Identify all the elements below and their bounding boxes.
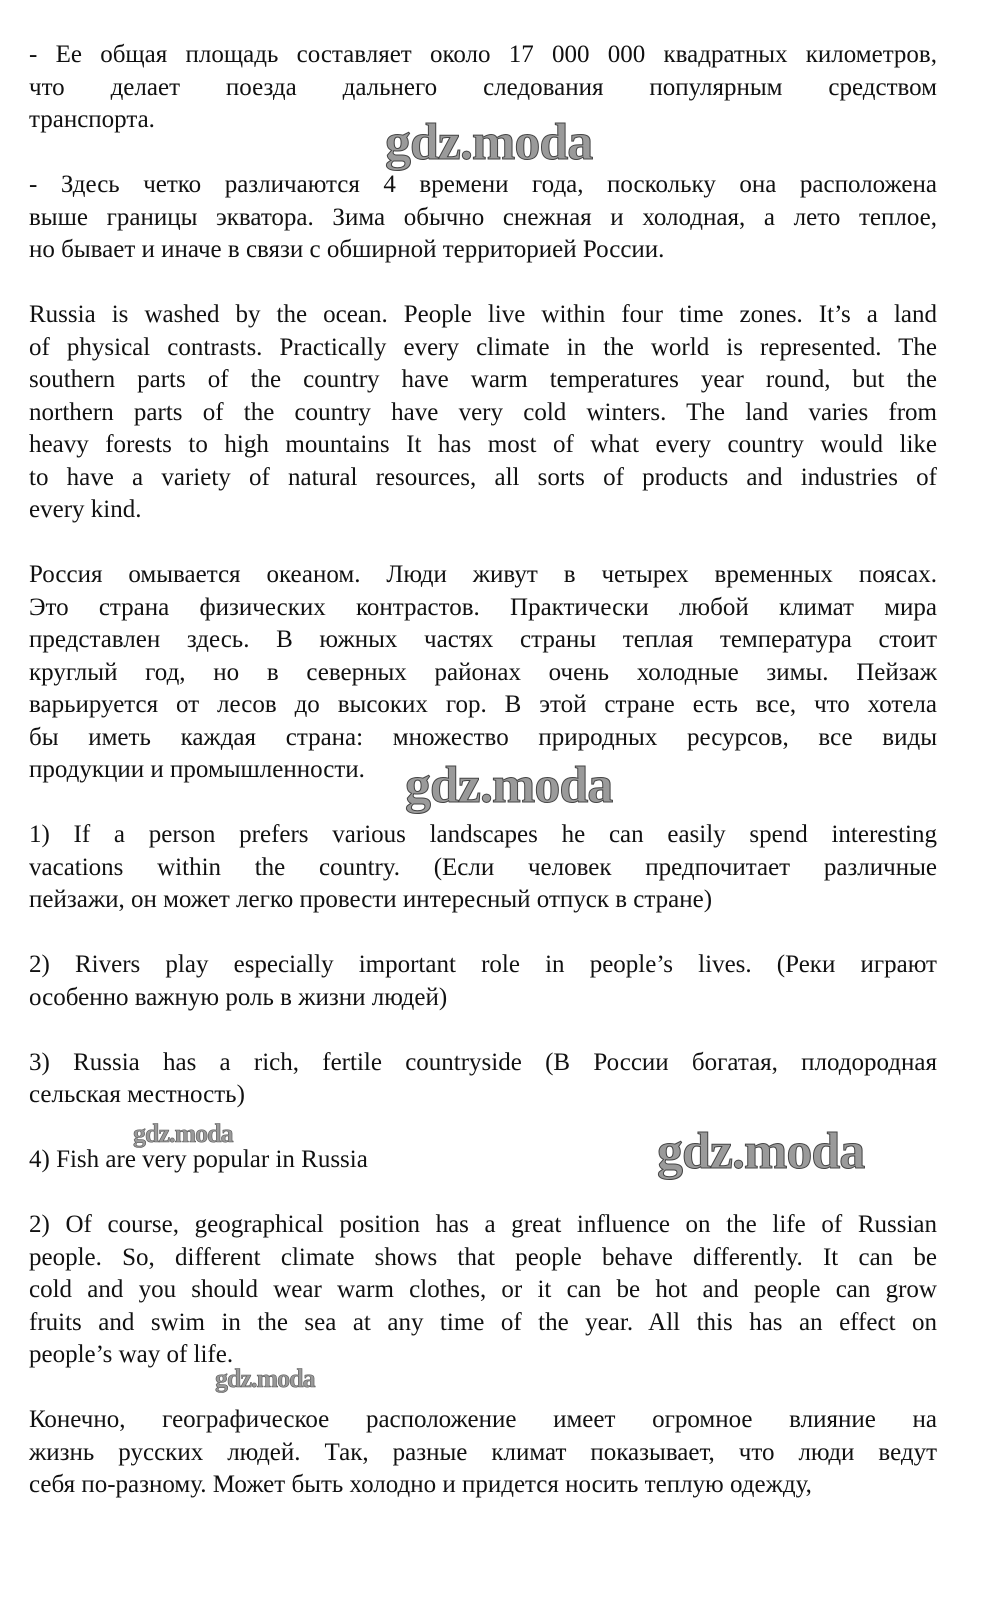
- text-line: 2) Of course, geographical position has a great influence on the life of Russian: [29, 1211, 937, 1238]
- text-line: бы иметь каждая страна: множество природных ресурсов, все виды: [29, 723, 937, 751]
- text-line: fruits and swim in the sea at any time of the year. All this has an effect on: [29, 1308, 937, 1336]
- text-line: но бывает и иначе в связи с обширной территорией России.: [29, 236, 665, 263]
- text-line: выше границы экватора. Зима обычно снежная и холодная, а лето теплое,: [29, 203, 937, 231]
- watermark-logo: gdz.moda: [405, 757, 613, 814]
- text-line: варьируется от лесов до высоких гор. В этой стране есть все, что хотела: [29, 691, 937, 718]
- paragraph: [29, 1404, 937, 1502]
- text-line: cold and you should wear warm clothes, or it can be hot and people can grow: [29, 1276, 937, 1303]
- text-line: 3) Russia has a rich, fertile countryside (В России богатая, плодородная: [29, 1048, 937, 1076]
- text-line: vacations within the country. (Если человек предпочитает различные: [29, 853, 937, 881]
- text-line: Конечно, географическое расположение имеет огромное влияние на: [29, 1406, 937, 1433]
- text-line: Россия омывается океаном. Люди живут в четырех временных поясах.: [29, 561, 937, 588]
- paragraph: [29, 299, 937, 527]
- text-line: northern parts of the country have very cold winters. The land varies from: [29, 398, 937, 426]
- text-line: 1) If a person prefers various landscapes he can easily spend interesting: [29, 821, 937, 848]
- text-line: представлен здесь. В южных частях страны теплая температура стоит: [29, 626, 937, 653]
- text-line: heavy forests to high mountains It has most of what every country would like: [29, 431, 937, 458]
- text-line: people’s way of life.: [29, 1341, 234, 1368]
- text-line: сельская местность): [29, 1081, 245, 1108]
- text-line: Это страна физических контрастов. Практически любой климат мира: [29, 593, 937, 621]
- text-line: people. So, different climate shows that people behave differently. It can be: [29, 1243, 937, 1271]
- text-line: of physical contrasts. Practically every climate in the world is represented. The: [29, 333, 937, 361]
- text-line: 4) Fish are very popular in Russia: [29, 1146, 368, 1173]
- paragraph: [29, 1209, 937, 1372]
- text-line: - Ее общая площадь составляет около 17 000 000 квадратных километров,: [29, 41, 937, 68]
- text-line: себя по-разному. Может быть холодно и придется носить теплую одежду,: [29, 1471, 812, 1498]
- paragraph: [29, 169, 937, 267]
- watermark-logo: gdz.moda: [657, 1123, 865, 1180]
- paragraph: [29, 819, 937, 917]
- paragraph: [29, 559, 937, 787]
- watermark-logo: gdz.moda: [133, 1119, 233, 1148]
- text-line: транспорта.: [29, 106, 155, 133]
- text-line: продукции и промышленности.: [29, 756, 365, 783]
- text-line: 2) Rivers play especially important role in people’s lives. (Реки играют: [29, 951, 937, 978]
- text-line: southern parts of the country have warm temperatures year round, but the: [29, 366, 937, 393]
- paragraph: [29, 1047, 937, 1112]
- text-line: особенно важную роль в жизни людей): [29, 983, 448, 1011]
- text-line: Russia is washed by the ocean. People live within four time zones. It’s a land: [29, 301, 937, 328]
- text-line: круглый год, но в северных районах очень холодные зимы. Пейзаж: [29, 658, 937, 686]
- text-line: to have a variety of natural resources, all sorts of products and industries of: [29, 463, 937, 491]
- watermark-logo: gdz.moda: [385, 114, 593, 171]
- text-line: что делает поезда дальнего следования популярным средством: [29, 73, 937, 101]
- text-line: every kind.: [29, 496, 142, 523]
- paragraph: [29, 949, 937, 1014]
- text-line: - Здесь четко различаются 4 времени года, поскольку она расположена: [29, 171, 937, 198]
- text-line: пейзажи, он может легко провести интересный отпуск в стране): [29, 886, 713, 913]
- text-line: жизнь русских людей. Так, разные климат показывает, что люди ведут: [29, 1438, 937, 1466]
- watermark-logo: gdz.moda: [215, 1364, 315, 1393]
